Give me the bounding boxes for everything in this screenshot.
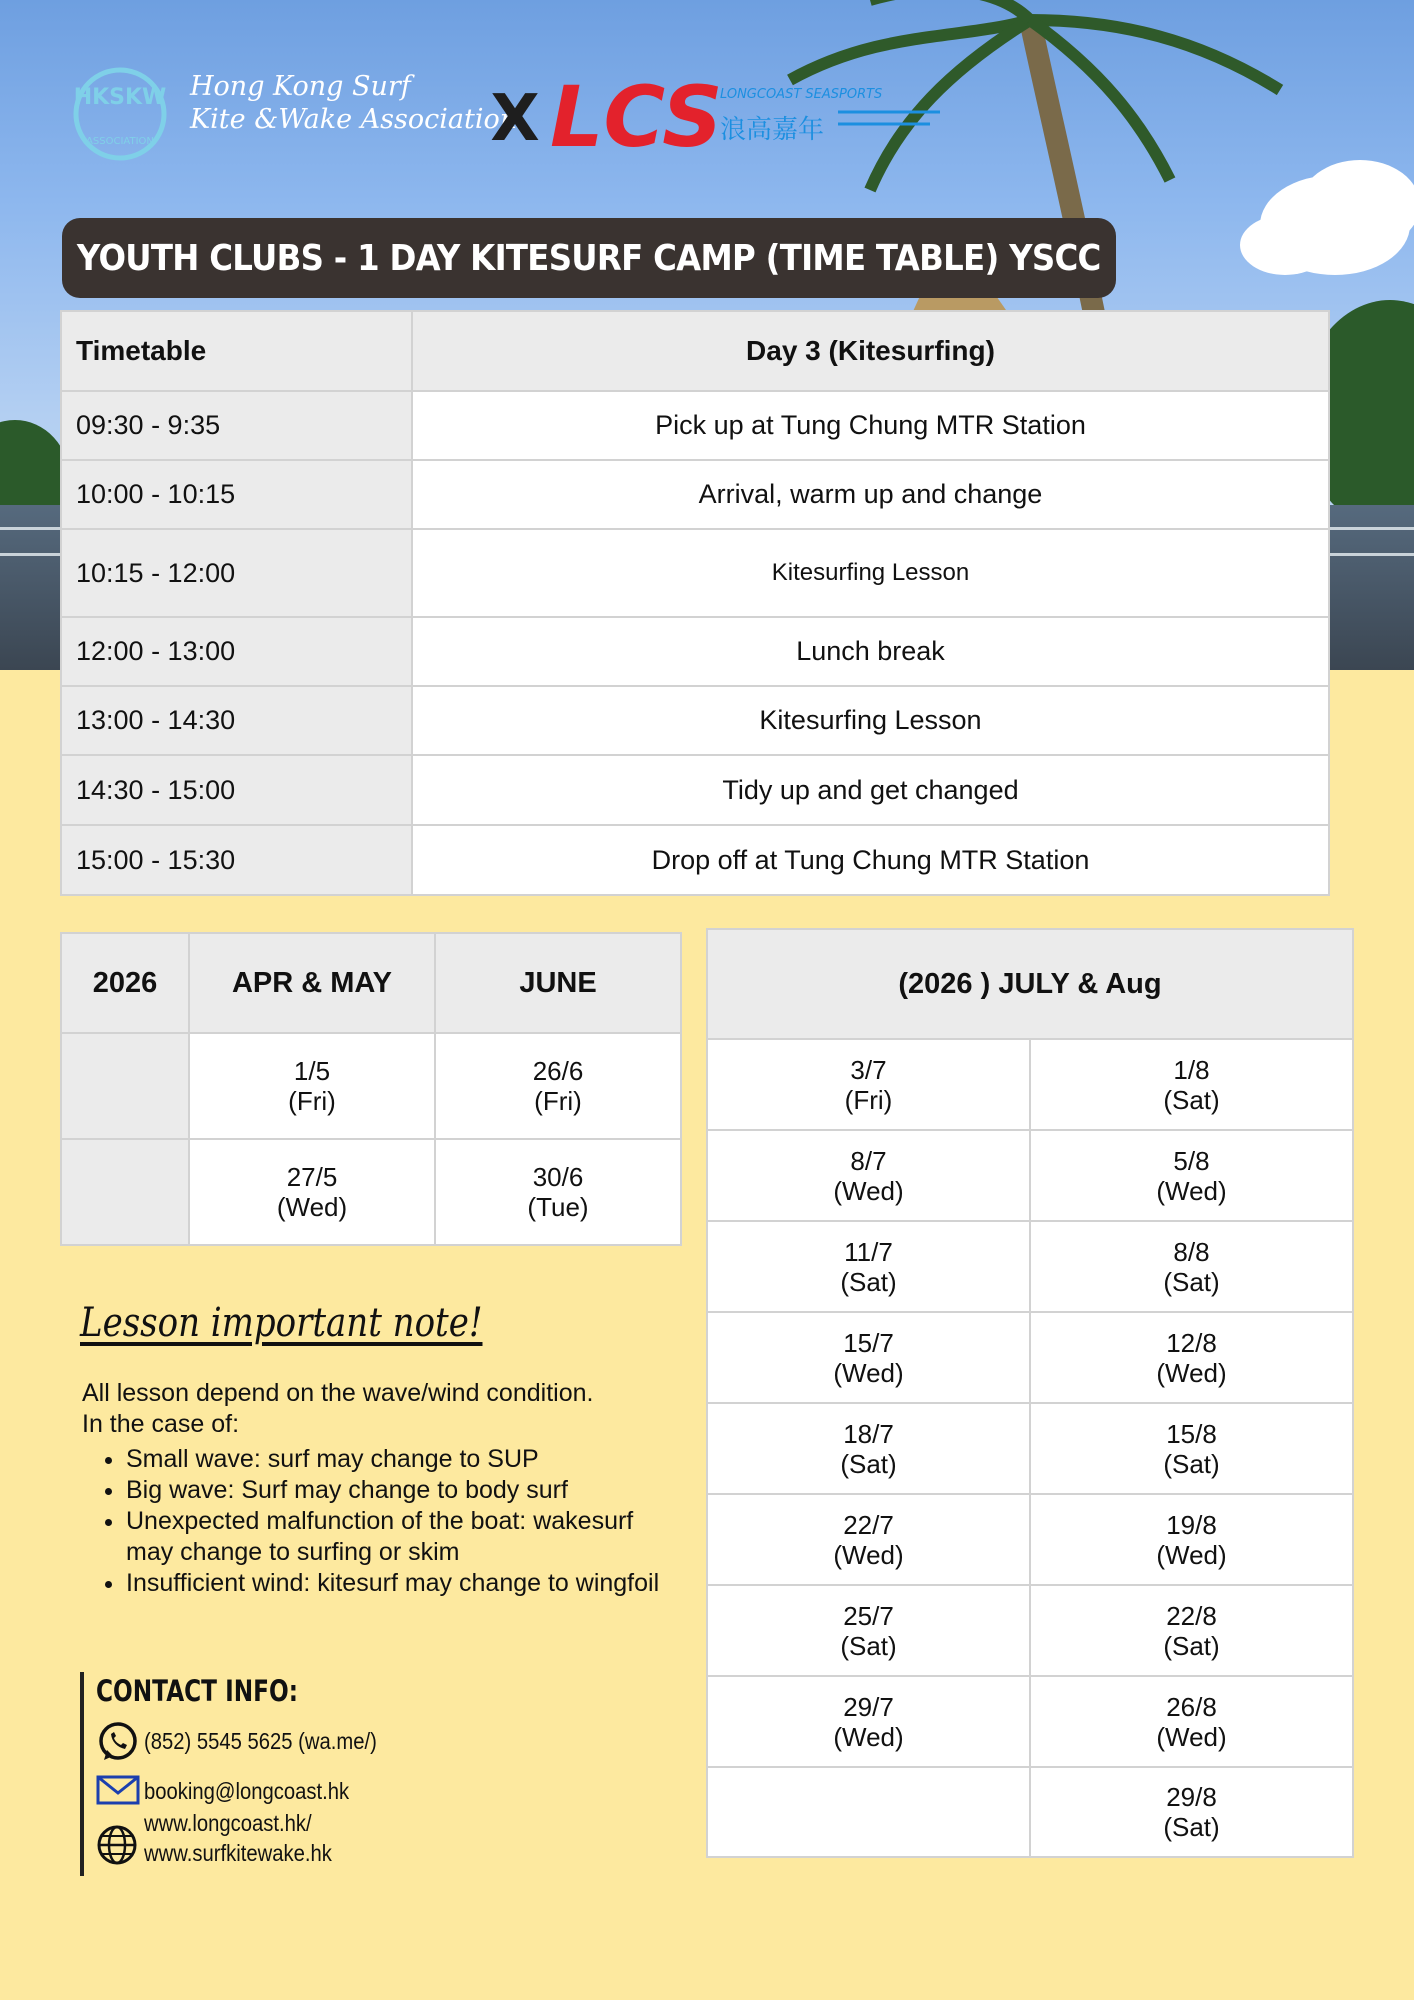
- weekday: (Sat): [1163, 1630, 1220, 1661]
- date-cell: [1030, 1312, 1353, 1403]
- date: 26/6: [532, 1056, 584, 1086]
- table-row: [707, 1585, 1353, 1676]
- weekday: (Sat): [1163, 1812, 1220, 1842]
- weekday: (Wed): [1156, 1721, 1227, 1752]
- date-cell: [1030, 1221, 1353, 1312]
- weekday: (Wed): [1156, 1539, 1227, 1570]
- hkskw-logo: [70, 64, 170, 164]
- svg-text:X: X: [490, 82, 540, 152]
- date-cell: [189, 1139, 435, 1245]
- date: 19/8: [1166, 1509, 1217, 1540]
- date: 1/5: [293, 1056, 331, 1086]
- svg-text:LCS: LCS: [550, 68, 723, 166]
- time-cell: 09:30 - 9:35: [61, 391, 412, 460]
- date-cell: [1030, 1403, 1353, 1494]
- phone-number[interactable]: (852) 5545 5625 (wa.me/): [144, 1728, 377, 1754]
- svg-text:ASSOCIATION: ASSOCIATION: [86, 136, 154, 147]
- activity-cell: Drop off at Tung Chung MTR Station: [412, 825, 1329, 895]
- timetable: [60, 310, 1330, 896]
- date: 18/7: [843, 1418, 894, 1449]
- date: 5/8: [1173, 1145, 1210, 1176]
- date: 26/8: [1166, 1691, 1217, 1722]
- date: 30/6: [532, 1162, 584, 1192]
- date-cell: [707, 1585, 1030, 1676]
- activity-cell: Tidy up and get changed: [412, 755, 1329, 825]
- date: 15/8: [1166, 1418, 1217, 1449]
- table-row: [707, 1403, 1353, 1494]
- date: 8/8: [1173, 1236, 1210, 1267]
- weekday: (Wed): [1156, 1175, 1227, 1206]
- apr-may-header: APR & MAY: [189, 933, 435, 1033]
- activity-cell: Kitesurfing Lesson: [412, 686, 1329, 755]
- timetable-header-time: Timetable: [61, 311, 412, 391]
- weekday: (Sat): [840, 1266, 897, 1297]
- dates-table-summer: [706, 928, 1354, 1858]
- table-row: [61, 686, 1329, 755]
- date-cell: [1030, 1494, 1353, 1585]
- globe-icon: [96, 1824, 138, 1866]
- title-bar: [62, 218, 1116, 298]
- list-item: • Small wave: surf may change to SUP: [126, 1444, 682, 1475]
- header-logos: [70, 60, 890, 170]
- date: 11/7: [844, 1236, 893, 1267]
- date-cell: [1030, 1676, 1353, 1767]
- table-row: [707, 1676, 1353, 1767]
- weekday: (Wed): [833, 1539, 904, 1570]
- date: 22/7: [843, 1509, 894, 1540]
- table-row: [61, 1033, 681, 1139]
- date-cell: [707, 1039, 1030, 1130]
- list-item: • Insufficient wind: kitesurf may change to wingfoil: [126, 1568, 682, 1599]
- svg-text:HKSKW: HKSKW: [73, 85, 167, 110]
- table-row: [61, 825, 1329, 895]
- date-cell: [707, 1767, 1030, 1857]
- whatsapp-icon: [96, 1720, 140, 1764]
- date-cell: [1030, 1767, 1353, 1857]
- association-name: [190, 70, 517, 136]
- note-title: Lesson important note!: [80, 1300, 483, 1346]
- date-cell: [707, 1676, 1030, 1767]
- svg-text:LONGCOAST SEASPORTS: LONGCOAST SEASPORTS: [720, 87, 883, 102]
- website-link[interactable]: www.longcoast.hk/: [144, 1810, 312, 1836]
- weekday: (Fri): [534, 1086, 582, 1116]
- weekday: (Wed): [276, 1192, 348, 1222]
- table-row: [61, 1139, 681, 1245]
- association-name-line1: Hong Kong Surf: [190, 71, 411, 102]
- date-cell: [707, 1221, 1030, 1312]
- time-cell: 10:00 - 10:15: [61, 460, 412, 529]
- note-body: [82, 1378, 682, 1599]
- note-intro: In the case of:: [82, 1410, 240, 1438]
- weekday: (Wed): [1156, 1357, 1227, 1388]
- activity-cell: Lunch break: [412, 617, 1329, 686]
- table-row: [61, 529, 1329, 617]
- table-row: [707, 1494, 1353, 1585]
- cross-symbol: [480, 82, 550, 152]
- weekday: (Tue): [527, 1192, 589, 1222]
- longcoast-logo: [550, 68, 950, 168]
- table-row: [61, 391, 1329, 460]
- dates-table-spring: [60, 932, 682, 1246]
- time-cell: 14:30 - 15:00: [61, 755, 412, 825]
- table-row: [61, 755, 1329, 825]
- date: 22/8: [1166, 1600, 1217, 1631]
- date-cell: [1030, 1585, 1353, 1676]
- weekday: (Wed): [833, 1721, 904, 1752]
- date: 8/7: [850, 1145, 887, 1176]
- list-item: • Big wave: Surf may change to body surf: [126, 1475, 682, 1506]
- activity-cell: Arrival, warm up and change: [412, 460, 1329, 529]
- table-row: [61, 617, 1329, 686]
- date-cell: [1030, 1039, 1353, 1130]
- date-cell: [707, 1312, 1030, 1403]
- svg-text:浪高嘉年: 浪高嘉年: [720, 115, 825, 145]
- date-cell: [435, 1033, 681, 1139]
- weekday: (Sat): [840, 1448, 897, 1479]
- activity-cell: Kitesurfing Lesson: [412, 529, 1329, 617]
- time-cell: 12:00 - 13:00: [61, 617, 412, 686]
- time-cell: 15:00 - 15:30: [61, 825, 412, 895]
- blank-cell: [61, 1139, 189, 1245]
- weekday: (Sat): [840, 1630, 897, 1661]
- date: 27/5: [286, 1162, 338, 1192]
- date-cell: [707, 1130, 1030, 1221]
- date-cell: [707, 1494, 1030, 1585]
- date-cell: [189, 1033, 435, 1139]
- list-item: • Unexpected malfunction of the boat: wakesurf may change to surfing or skim: [126, 1506, 682, 1568]
- email-link[interactable]: booking@longcoast.hk: [144, 1778, 350, 1804]
- date: 3/7: [850, 1054, 887, 1085]
- timetable-header-day: Day 3 (Kitesurfing): [412, 311, 1329, 391]
- timetable-header-row: [61, 311, 1329, 391]
- table-row: [707, 1767, 1353, 1857]
- dates-header-row: [707, 929, 1353, 1039]
- weekday: (Fri): [844, 1084, 893, 1115]
- table-row: [707, 1039, 1353, 1130]
- date: 15/7: [843, 1327, 894, 1358]
- weekday: (Wed): [833, 1175, 904, 1206]
- table-row: [707, 1221, 1353, 1312]
- activity-cell: Pick up at Tung Chung MTR Station: [412, 391, 1329, 460]
- date: 1/8: [1173, 1054, 1210, 1085]
- date: 29/7: [843, 1691, 894, 1722]
- email-icon: [96, 1774, 140, 1806]
- year-header: 2026: [61, 933, 189, 1033]
- weekday: (Sat): [1163, 1266, 1220, 1297]
- table-row: [707, 1312, 1353, 1403]
- date: 12/8: [1166, 1327, 1217, 1358]
- date: 25/7: [843, 1600, 894, 1631]
- date-cell: [707, 1403, 1030, 1494]
- time-cell: 13:00 - 14:30: [61, 686, 412, 755]
- page-title: YOUTH CLUBS - 1 DAY KITESURF CAMP (TIME TABLE) YSCC: [77, 237, 1101, 279]
- blank-cell: [61, 1033, 189, 1139]
- weekday: (Fri): [288, 1086, 336, 1116]
- note-intro: All lesson depend on the wave/wind condition.: [82, 1379, 594, 1407]
- weekday: (Sat): [1163, 1448, 1220, 1479]
- date: 29/8: [1166, 1782, 1217, 1812]
- contact-info: [80, 1672, 504, 1876]
- weekday: (Wed): [833, 1357, 904, 1388]
- contact-title: CONTACT INFO:: [96, 1674, 298, 1708]
- website-link[interactable]: www.surfkitewake.hk: [144, 1840, 332, 1866]
- time-cell: 10:15 - 12:00: [61, 529, 412, 617]
- june-header: JUNE: [435, 933, 681, 1033]
- table-row: [707, 1130, 1353, 1221]
- association-name-line2: Kite &Wake Association: [190, 104, 518, 135]
- july-aug-header: (2026 ) JULY & Aug: [707, 929, 1353, 1039]
- date-cell: [435, 1139, 681, 1245]
- date-cell: [1030, 1130, 1353, 1221]
- dates-header-row: [61, 933, 681, 1033]
- note-list: [82, 1444, 682, 1599]
- weekday: (Sat): [1163, 1084, 1220, 1115]
- table-row: [61, 460, 1329, 529]
